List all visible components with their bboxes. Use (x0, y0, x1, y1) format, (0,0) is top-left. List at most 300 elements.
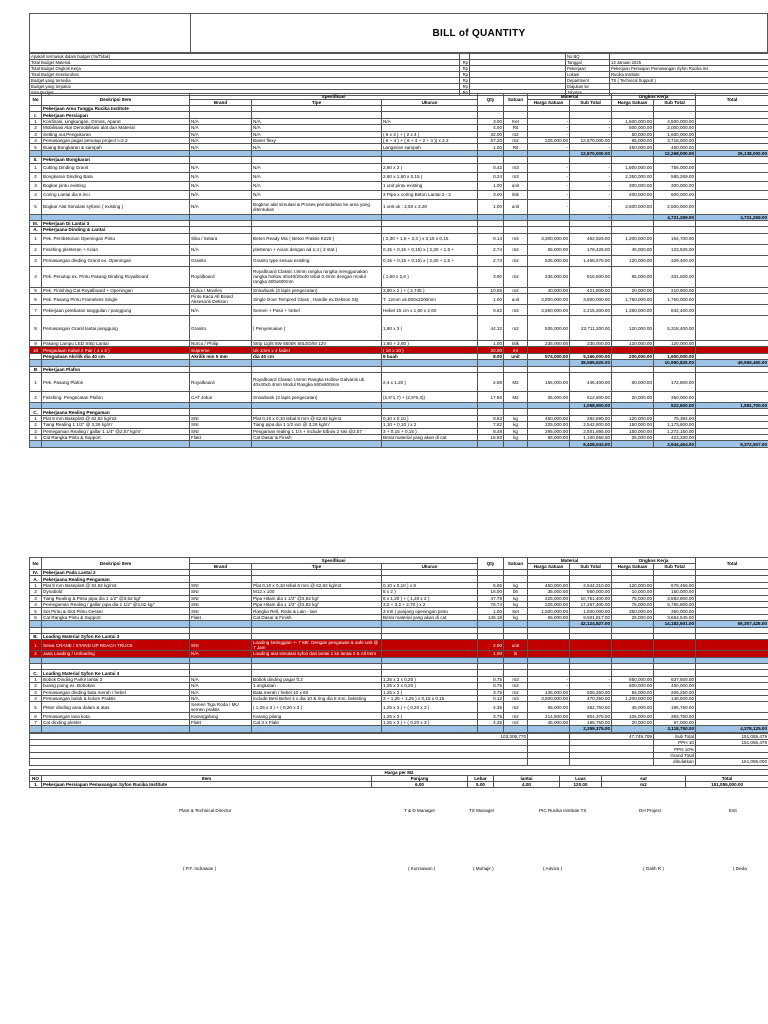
item-description: Set Pintu & Slot Pintu Gesser (42, 608, 190, 614)
item-no: 9 (30, 341, 42, 347)
labor-price: 20,000.00 (612, 392, 654, 403)
signature-name: ( Deda (733, 866, 747, 871)
meta-label: Apakah termasuk dalam budget (Ya/Tidak) (30, 54, 460, 60)
material-subtotal: - (570, 163, 612, 172)
labor-subtotal: 756,000.00 (654, 163, 696, 172)
item-description: Setting out,Pengukuran (42, 131, 190, 137)
grand-total-label: PPH 10 (654, 739, 696, 745)
item-no: 3 (30, 131, 42, 137)
item-type: Bata merah / hebel 10 x 60 (252, 689, 382, 695)
item-qty: 2.00 (478, 640, 504, 651)
item-type: ( Penyesuaian ) (252, 316, 382, 341)
item-brand: Royalboard (190, 266, 252, 287)
item-brand: N/A (190, 137, 252, 143)
row-total (696, 190, 768, 199)
item-qty: 5.65 (478, 582, 504, 588)
item-type: Tiang pipa dia 1 1/2 inci @ 3,26 kg/m' (252, 422, 382, 428)
item-type: Bogkrar alat simulasi & Proses pemindahan ke area yang ditentukan (252, 199, 382, 214)
meta-currency: Rp (460, 90, 470, 96)
item-no: B (30, 366, 42, 372)
labor-price: 600,000.00 (612, 683, 654, 689)
item-unit: m3 (504, 233, 528, 244)
material-subtotal: - (570, 199, 612, 214)
item-brand: SNI (190, 582, 252, 588)
item-size: 3,90 x 2 ) + ( 2,745 ) (382, 287, 478, 293)
labor-price: 1,750,000.00 (612, 294, 654, 305)
item-size: ( 6 + 4 ) + ( 6 + 4 + 2 + 4 )) x 2.2 (382, 137, 478, 143)
item-description: Pemasangan balok & kolom Praktis (42, 696, 190, 702)
price-m2-header: Total (686, 775, 768, 781)
item-description: Mobilisasi Alat Demobilisasi alat dan Material (42, 125, 190, 131)
item-description: Cutting Dinding Granit (42, 163, 190, 172)
price-m2-cell: 6.00 (372, 781, 468, 787)
price-m2-cell: 5.00 (468, 781, 494, 787)
signature-role: DH Project (639, 808, 662, 813)
row-total: 1,581,700.00 (696, 403, 768, 409)
item-no: 5 (30, 287, 42, 293)
item-no: 5 (30, 144, 42, 150)
item-size: ( 10 x 10 ) (382, 347, 478, 353)
price-m2-cell: 120.00 (560, 781, 602, 787)
labor-price: 300,000.00 (612, 181, 654, 190)
item-size: Hebel 15 cm x 1,60 x 2,60 (382, 305, 478, 316)
material-price: 535,000.00 (528, 316, 570, 341)
item-brand: Granito (190, 255, 252, 266)
item-description: Pekerjaan Di Lantai 3 (42, 220, 190, 226)
material-subtotal: - (570, 144, 612, 150)
item-type: Single Door Tempred Glass , Handle ex.Dekson SQ (252, 294, 382, 305)
labor-subtotal: 450,000.00 (654, 683, 696, 689)
col-qty-header: Qty (478, 94, 504, 106)
signature-role: PIC Rucika Institute TS (539, 808, 587, 813)
spacer-cell (528, 759, 570, 765)
labor-subtotal: 14,182,601.00 (654, 621, 696, 627)
labor-price: 200,000.00 (612, 190, 654, 199)
item-no (30, 441, 42, 447)
material-subtotal: 506,250.00 (570, 689, 612, 695)
material-price: 295,000.00 (528, 428, 570, 434)
item-brand: Pintu Kaca All Brand Aksesoris Dekson (190, 294, 252, 305)
item-qty: 7.82 (478, 422, 504, 428)
item-description: Sewa CRANE / STAND UP REACH TRUCK (42, 640, 190, 651)
item-brand: Akrilik min 5 mm (190, 353, 252, 359)
labor-price: 65,000.00 (612, 137, 654, 143)
price-m2-header: Luas (560, 775, 602, 781)
item-no: 3 (30, 689, 42, 695)
material-price: 214,500.00 (528, 713, 570, 719)
labor-price: 2,350,000.00 (612, 172, 654, 181)
item-type: Loading ketinggian +- 7 Mtr. Dengan pengawas & safe unit @ 7 Jam (252, 640, 382, 651)
item-qty: 10.55 (478, 287, 504, 293)
item-description: Pek. Pasang Pintu Frameless Single (42, 294, 190, 305)
grand-labor-total: 47,749,709 (570, 733, 654, 739)
item-qty: 16.00 (478, 589, 504, 595)
labor-subtotal (654, 640, 696, 651)
material-price: 155,000.00 (528, 373, 570, 392)
price-m2-cell: Pekerjaan Persiapan Pemasangan Syfon Rucika Institute (42, 781, 372, 787)
material-subtotal: 804,375.00 (570, 713, 612, 719)
item-size: 2,60 x 1,60 x 0,15 ) (382, 172, 478, 181)
item-type: Royalboard Classic t.6mm Rangka Hollow Galvanis uk. 40x40x0.4mm Modul Rangka 600x600mm (252, 373, 382, 392)
item-type (252, 441, 382, 447)
material-subtotal: - (570, 125, 612, 131)
col-type-header: Tipe (252, 564, 382, 570)
item-description: Pemegaman Realing / gallar pipa dia 1 1/2" @3,62 kg/' (42, 601, 190, 607)
grand-total-label: PPN 10% (654, 746, 696, 752)
item-brand: N/A (190, 125, 252, 131)
item-brand: N/A (190, 651, 252, 657)
item-unit: kg (504, 601, 528, 607)
item-qty: 32.00 (478, 131, 504, 137)
material-subtotal: 23,711,200.00 (570, 316, 612, 341)
item-description: Pekerjaan Bongkaran (42, 157, 190, 163)
material-subtotal: 1,100,658.00 (570, 434, 612, 440)
item-brand: CAT Jotun (190, 392, 252, 403)
item-size: 0,10 x 0,10 ) (382, 415, 478, 421)
item-size: 0,10 x 0,10 ) x 8 (382, 582, 478, 588)
item-qty: 1.00 (478, 651, 504, 657)
item-size: ( 6 x 4 ) + ( 2 x 4 ) (382, 131, 478, 137)
col-ongkos-header: Ongkos Kerja (612, 94, 696, 100)
item-no: 2 (30, 683, 42, 689)
item-qty: 3.00 (478, 190, 504, 199)
material-price: - (528, 163, 570, 172)
item-brand: N/A (190, 118, 252, 124)
item-no: 1 (30, 582, 42, 588)
table-row (30, 373, 768, 392)
col-total-header: Total (696, 94, 768, 106)
item-qty: 0.63 (478, 415, 504, 421)
item-description: Bongkaran Dinding Bata (42, 172, 190, 181)
material-price: 35,000.00 (528, 589, 570, 595)
meta-right-label: Lokasi (566, 72, 610, 78)
item-qty: 1.00 (478, 341, 504, 347)
item-no: 1 (30, 373, 42, 392)
material-price: 135,000.00 (528, 689, 570, 695)
item-unit: m2 (504, 702, 528, 713)
item-size: 1,25 x 3 ) (382, 689, 478, 695)
boq-table-1 (29, 93, 768, 448)
col-labor-price-header: Harga Satuan (612, 564, 654, 570)
labor-subtotal: 160,000.00 (654, 589, 696, 595)
labor-subtotal: 3,718,000.00 (654, 137, 696, 143)
col-unit-header: Satuan (504, 558, 528, 570)
item-qty: 4.35 (478, 702, 504, 713)
labor-subtotal: 4,500,000.00 (654, 118, 696, 124)
item-unit: mr (504, 347, 528, 353)
material-subtotal (570, 640, 612, 651)
item-brand: N/A (190, 181, 252, 190)
grand-total-value: 151,055,479 (696, 733, 768, 739)
labor-subtotal: 3,583,800.00 (654, 595, 696, 601)
col-labor-subtotal-header: Sub Total (654, 564, 696, 570)
material-subtotal: 2,259,375.00 (570, 726, 612, 732)
item-description (42, 726, 190, 732)
item-description: Buang Bongkaran & sampah (42, 144, 190, 150)
meta-currency: Rp (460, 60, 470, 66)
item-qty: 146.18 (478, 614, 504, 620)
item-no: 5 (30, 702, 42, 713)
meta-right-label: Diajukan ke (566, 84, 610, 90)
item-type: N/A (252, 163, 382, 172)
item-size (382, 640, 478, 651)
item-brand: N/A (190, 144, 252, 150)
meta-label: Total Budget Ongkos Kerja (30, 66, 460, 72)
item-no: 1 (30, 415, 42, 421)
item-unit: m2 (504, 719, 528, 725)
item-type: Baner flexy (252, 137, 382, 143)
table-row (30, 702, 768, 713)
item-size: 8 buah (382, 353, 478, 359)
material-subtotal: 6,428,043.00 (570, 441, 612, 447)
material-subtotal: 1,500,000.00 (570, 608, 612, 614)
price-m2-cell: 1 (30, 781, 42, 787)
material-price: 535,000.00 (528, 255, 570, 266)
item-unit: m2 (504, 713, 528, 719)
item-size: (2,5*1,7) + (2,5*5,3)) (382, 392, 478, 403)
item-type: Snowbank (3 lapis pengecatan) (252, 287, 382, 293)
item-no: 1 (30, 676, 42, 682)
material-price: - (528, 676, 570, 682)
labor-subtotal: 1,272,150.00 (654, 428, 696, 434)
meta-right-label: Tanggal (566, 60, 610, 66)
item-type: Granito type sesuai existing (252, 255, 382, 266)
item-no: 4 (30, 266, 42, 287)
labor-price: 120,000.00 (612, 341, 654, 347)
item-qty (478, 441, 504, 447)
row-total: 25,138,000.00 (696, 150, 768, 156)
labor-subtotal: 2,500,000.00 (654, 199, 696, 214)
labor-price: 45,000.00 (612, 244, 654, 255)
table-row (30, 233, 768, 244)
row-total (696, 233, 768, 244)
meta-right-label: Jabatan (566, 90, 610, 96)
labor-subtotal: 2,944,464.00 (654, 441, 696, 447)
labor-subtotal: 2,118,750.00 (654, 726, 696, 732)
row-total: 4,721,269.00 (696, 214, 768, 220)
labor-subtotal: 600,000.00 (654, 190, 696, 199)
material-price: 3,300,000.00 (528, 233, 570, 244)
material-subtotal: - (570, 118, 612, 124)
material-price: - (528, 199, 570, 214)
labor-price: 85,000.00 (612, 266, 654, 287)
signature-name: ( P.F. Indrawan ) (183, 866, 217, 871)
item-description (42, 441, 190, 447)
grand-total-table (29, 733, 768, 766)
row-total (696, 181, 768, 190)
item-qty (478, 726, 504, 732)
item-brand: N/A (190, 683, 252, 689)
item-type: Karang pilang (252, 713, 382, 719)
item-type (252, 726, 382, 732)
item-no: 6 (30, 294, 42, 305)
material-price: 225,000.00 (528, 595, 570, 601)
item-size: 3 + 0,15 + 0,15 ) (382, 428, 478, 434)
row-total (696, 640, 768, 651)
col-brand-header: Brand (190, 100, 252, 106)
material-price: - (528, 131, 570, 137)
material-subtotal: 2,215,200.00 (570, 305, 612, 316)
labor-subtotal: 331,500.00 (654, 266, 696, 287)
material-subtotal: 560,000.00 (570, 589, 612, 595)
item-qty: 47.78 (478, 595, 504, 601)
item-description: Pasang Lampu LED Strip Lantai (42, 341, 190, 347)
row-total: 49,556,450.00 (696, 360, 768, 366)
item-brand: SNI (190, 589, 252, 595)
item-type: N/A (252, 131, 382, 137)
item-size: 1,25 x 3 x 0,20 ) (382, 683, 478, 689)
labor-subtotal: 164,700.00 (654, 233, 696, 244)
item-unit: m3 (504, 163, 528, 172)
labor-subtotal: 350,000.00 (654, 608, 696, 614)
material-subtotal: - (570, 683, 612, 689)
material-price: 225,000.00 (528, 601, 570, 607)
item-qty: 44.32 (478, 316, 504, 341)
item-brand: SNI (190, 608, 252, 614)
item-brand: N/A (190, 676, 252, 682)
col-desc-header: Deskripsi Item (42, 94, 190, 106)
row-total (696, 373, 768, 392)
item-brand: SNI (190, 640, 252, 651)
item-no: 4 (30, 190, 42, 199)
labor-price: 1,500,000.00 (612, 118, 654, 124)
signature-name: ( Kurniawan ) (408, 866, 436, 871)
item-description: Kordinasi, Lingkungan, Ormas, Aparat (42, 118, 190, 124)
item-description: Pekerjaan pelebaran tanggulan / panggung (42, 305, 190, 316)
item-unit (504, 726, 528, 732)
table-row (30, 190, 768, 199)
item-no: 7 (30, 719, 42, 725)
item-type: Cat 3 x Flakt (252, 719, 382, 725)
item-qty: 76.74 (478, 601, 504, 607)
labor-subtotal: 2,000,000.00 (654, 125, 696, 131)
material-price: 450,000.00 (528, 582, 570, 588)
item-description: Finishing plesteran + Acian (42, 244, 190, 255)
material-price: 3,800,000.00 (528, 294, 570, 305)
table-row (30, 266, 768, 287)
labor-subtotal: 565,269.00 (654, 172, 696, 181)
labor-price: 120,000.00 (612, 415, 654, 421)
item-no: 6 (30, 713, 42, 719)
item-size: 3 + 1,25 + 1,25 ) x 0,15 x 0,15 (382, 696, 478, 702)
grand-total-label: dibulatkan (654, 759, 696, 765)
item-qty: 0.14 (478, 233, 504, 244)
col-size-header: Ukuran (382, 100, 478, 106)
material-subtotal: - (570, 676, 612, 682)
item-qty: 3.75 (478, 689, 504, 695)
item-no: B. (30, 633, 42, 639)
item-brand: N/A (190, 689, 252, 695)
item-no: C. (30, 670, 42, 676)
meta-currency: Rp (460, 84, 470, 90)
item-description: Coring Lantai dia 6 inci (42, 190, 190, 199)
item-brand (190, 441, 252, 447)
item-type: M12 x 100 (252, 589, 382, 595)
material-price: 574,000.00 (528, 353, 570, 359)
item-no: 8 (30, 316, 42, 341)
grand-material-total (30, 759, 528, 765)
labor-subtotal: 678,456.00 (654, 582, 696, 588)
table-row (30, 255, 768, 266)
labor-subtotal: 87,000.00 (654, 719, 696, 725)
item-no: 10 (30, 347, 42, 353)
meta-right-value: Rucika Institute (610, 72, 768, 78)
price-m2-header: Panjang (372, 775, 468, 781)
item-description: Dynabold (42, 589, 190, 595)
material-subtotal: 612,500.00 (570, 392, 612, 403)
item-description: Finishing. Pengecatan Plafon (42, 392, 190, 403)
budget-meta-table (29, 53, 768, 96)
item-type: N/A (252, 144, 382, 150)
item-qty: 0.42 (478, 163, 504, 172)
meta-right-label: No BQ (566, 54, 610, 60)
table-row (30, 316, 768, 341)
item-size: Berat material yang akan di cat (382, 434, 478, 440)
item-no: 4 (30, 137, 42, 143)
labor-price: 1,200,000.00 (612, 233, 654, 244)
item-type: Royalboard Classic t.8mm rangka rangka menggunakan rangka hollow 40x40/20x40 tebal 0.4mm dengan modul rangka 600x600mm (252, 266, 382, 287)
meta-label: Sisa Budget (30, 90, 460, 96)
item-description: Jasa Loading / Unloading (42, 651, 190, 657)
item-description: Pek. Finishing Cat Royalboard + Openingan (42, 287, 190, 293)
labor-price: 150,000.00 (612, 422, 654, 428)
material-subtotal: 421,800.00 (570, 287, 612, 293)
material-price: 325,000.00 (528, 422, 570, 428)
item-no: 4 (30, 696, 42, 702)
labor-subtotal: 172,800.00 (654, 373, 696, 392)
item-description: Pemasangan dinding Granit ex. Openingan (42, 255, 190, 266)
item-unit: m2 (504, 287, 528, 293)
item-brand: N/A (190, 190, 252, 199)
item-brand (190, 726, 252, 732)
row-total (696, 172, 768, 181)
item-unit: Rit (504, 125, 528, 131)
item-no: 2 (30, 125, 42, 131)
material-price: 1,500,000.00 (528, 608, 570, 614)
material-price: 3,550,000.00 (528, 305, 570, 316)
material-subtotal: 12,870,000.00 (570, 137, 612, 143)
boq-table-section-2 (29, 557, 768, 788)
material-subtotal: 282,750.00 (570, 702, 612, 713)
row-total: 9,372,507.00 (696, 441, 768, 447)
item-qty: 17.50 (478, 392, 504, 403)
item-brand: Karangpilang (190, 713, 252, 719)
labor-price: 200,000.00 (612, 353, 654, 359)
price-m2-cell: 151,055,000.00 (686, 781, 768, 787)
item-qty: 3.00 (478, 118, 504, 124)
grand-total-label: Sub Total (654, 733, 696, 739)
item-description: buang puing ex. Bobokan (42, 683, 190, 689)
row-total (696, 244, 768, 255)
item-description: Bogkar pintu existing (42, 181, 190, 190)
labor-subtotal: 1,750,000.00 (654, 294, 696, 305)
item-unit: m3 (504, 676, 528, 682)
labor-subtotal: 123,525.00 (654, 244, 696, 255)
item-qty: 2.74 (478, 255, 504, 266)
labor-price: 1,350,000.00 (612, 305, 654, 316)
row-total (696, 316, 768, 341)
col-brand-header: Brand (190, 564, 252, 570)
item-size: 1,25 x 3 ) + ( 0,20 x 3 ) (382, 702, 478, 713)
price-m2-header: Lebar (468, 775, 494, 781)
labor-subtotal: 1,600,000.00 (654, 131, 696, 137)
labor-price: 120,000.00 (612, 316, 654, 341)
col-labor-price-header: Harga Satuan (612, 100, 654, 106)
table-row (30, 640, 768, 651)
labor-subtotal: 5,318,400.00 (654, 316, 696, 341)
item-unit: Ket (504, 118, 528, 124)
item-unit: kg (504, 434, 528, 440)
